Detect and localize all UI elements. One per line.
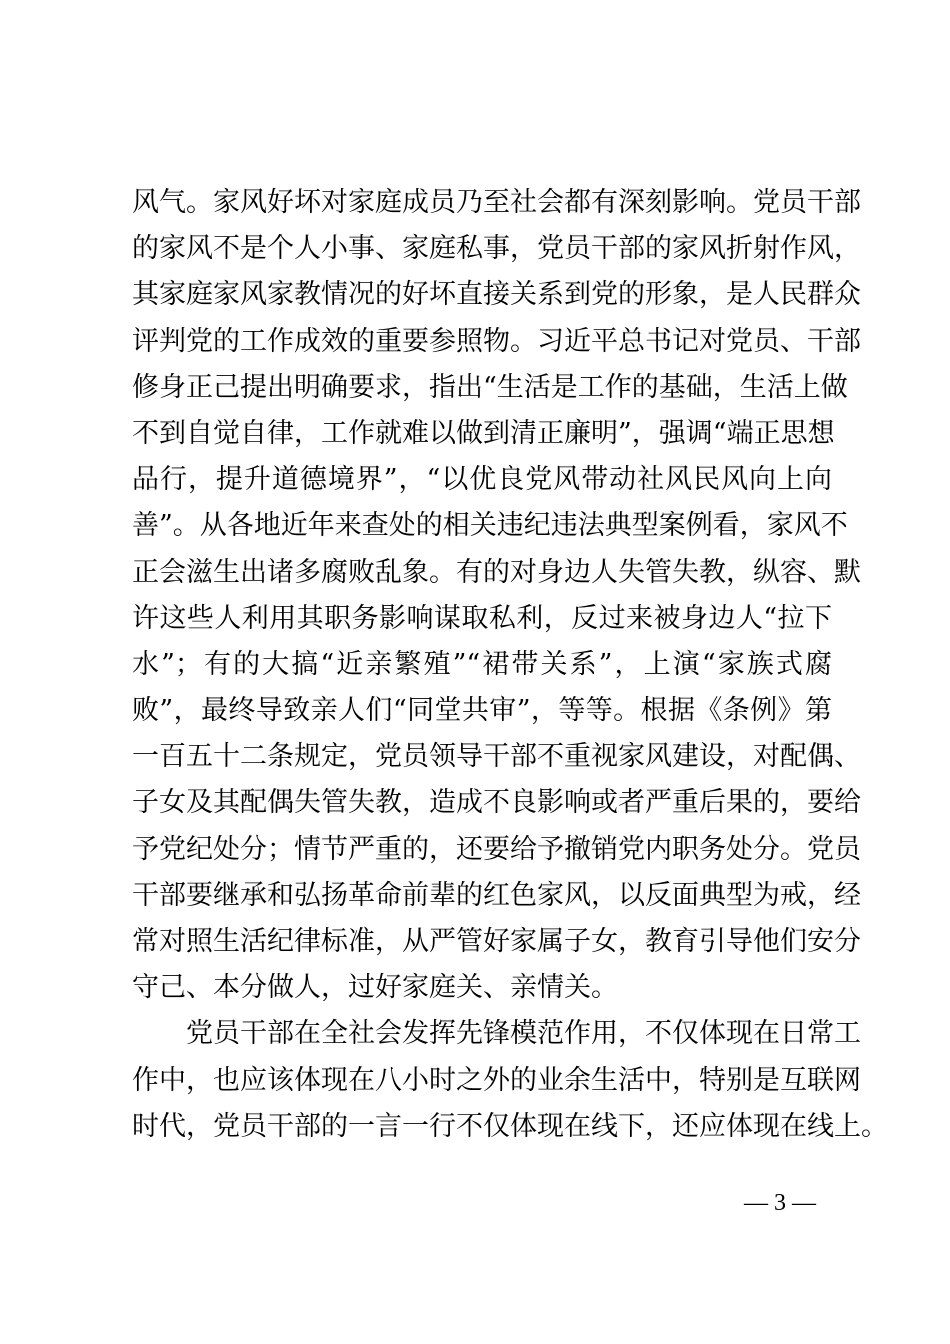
text-line: 风气。家风好坏对家庭成员乃至社会都有深刻影响。党员干部: [132, 187, 861, 218]
text-line: 子女及其配偶失管失教，造成不良影响或者严重后果的，要给: [132, 787, 861, 819]
text-line: 党员干部在全社会发挥先锋模范作用，不仅体现在日常工: [186, 1018, 861, 1050]
document-body: [132, 180, 888, 1150]
text-line: 予党纪处分；情节严重的，还要给予撤销党内职务处分。党员: [132, 833, 861, 865]
text-line: 评判党的工作成效的重要参照物。习近平总书记对党员、干部: [132, 325, 861, 357]
text-line: 不到自觉自律，工作就难以做到清正廉明”，强调“端正思想: [132, 417, 835, 449]
text-line: 修身正己提出明确要求，指出“生活是工作的基础，生活上做: [132, 371, 848, 403]
text-line: 败”，最终导致亲人们“同堂共审”，等等。根据《条例》第: [132, 695, 832, 727]
paragraph-2: [132, 1011, 888, 1150]
text-line: 正会滋生出诸多腐败乱象。有的对身边人失管失教，纵容、默: [132, 556, 861, 588]
text-line: 其家庭家风家教情况的好坏直接关系到党的形象，是人民群众: [132, 279, 861, 311]
paragraph-1: [132, 180, 861, 1011]
text-line: 水”；有的大搞“近亲繁殖”“裙带关系”，上演“家族式腐: [132, 648, 832, 680]
text-line: 作中，也应该体现在八小时之外的业余生活中，特别是互联网: [132, 1064, 861, 1096]
text-line: 常对照生活纪律标准，从严管好家属子女，教育引导他们安分: [132, 926, 861, 957]
text-line: 许这些人利用其职务影响谋取私利，反过来被身边人“拉下: [132, 602, 832, 634]
text-line: 时代，党员干部的一言一行不仅体现在线下，还应体现在线上。: [132, 1110, 888, 1142]
text-line: 守己、本分做人，过好家庭关、亲情关。: [132, 972, 618, 1004]
page-number: — 3 —: [744, 1190, 816, 1216]
text-line: 善”。从各地近年来查处的相关违纪违法典型案例看，家风不: [132, 510, 848, 542]
text-line: 干部要继承和弘扬革命前辈的红色家风，以反面典型为戒，经: [132, 879, 861, 911]
text-line: 的家风不是个人小事、家庭私事，党员干部的家风折射作风，: [132, 233, 861, 265]
text-line: 品行，提升道德境界”，“以优良党风带动社风民风向上向: [132, 464, 832, 496]
text-line: 一百五十二条规定，党员领导干部不重视家风建设，对配偶、: [132, 741, 861, 773]
